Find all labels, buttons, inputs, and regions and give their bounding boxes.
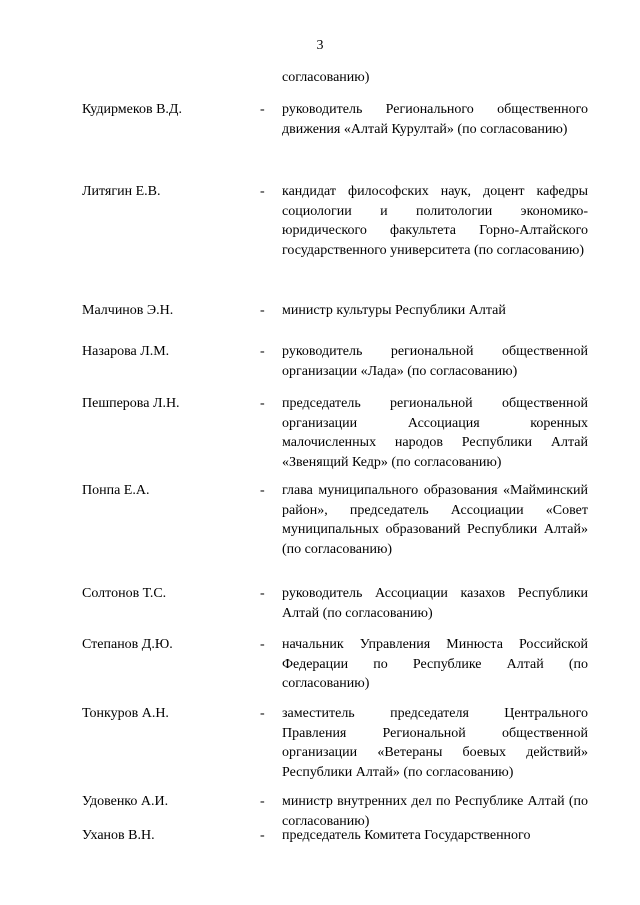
member-name: Тонкуров А.Н. bbox=[82, 706, 169, 721]
dash-separator: - bbox=[260, 344, 265, 359]
member-position: кандидат философских наук, доцент кафедры социологии и политологии экономико-юридического факультета Горно-Алтайского государственного университета (по согласованию) bbox=[282, 184, 588, 258]
member-position: руководитель региональной общественной организации «Лада» (по согласованию) bbox=[282, 344, 588, 379]
member-name: Солтонов Т.С. bbox=[82, 586, 167, 601]
member-position: министр внутренних дел по Республике Алтай (по согласованию) bbox=[282, 794, 588, 829]
member-position: председатель региональной общественной организации Ассоциация коренных малочисленных народов Республики Алтай «Звенящий Кедр» (по согласованию) bbox=[282, 396, 588, 470]
dash-separator: - bbox=[260, 794, 265, 809]
dash-separator: - bbox=[260, 586, 265, 601]
dash-separator: - bbox=[260, 184, 265, 199]
dash-separator: - bbox=[260, 706, 265, 721]
member-name: Назарова Л.М. bbox=[82, 344, 170, 359]
member-position: министр культуры Республики Алтай bbox=[282, 303, 506, 318]
member-position: заместитель председателя Центрального Правления Региональной общественной организации «Ветераны боевых действий» Республики Алтай» (по согласованию) bbox=[282, 706, 588, 780]
member-name: Понпа Е.А. bbox=[82, 483, 150, 498]
member-name: Малчинов Э.Н. bbox=[82, 303, 174, 318]
member-position: руководитель Регионального общественного движения «Алтай Курултай» (по согласованию) bbox=[282, 102, 588, 137]
member-name: Кудирмеков В.Д. bbox=[82, 102, 182, 117]
member-position: председатель Комитета Государственного bbox=[282, 828, 531, 843]
dash-separator: - bbox=[260, 828, 265, 843]
member-position: начальник Управления Минюста Российской Федерации по Республике Алтай (по согласованию) bbox=[282, 637, 588, 691]
member-name: Пешперова Л.Н. bbox=[82, 396, 180, 411]
dash-separator: - bbox=[260, 483, 265, 498]
dash-separator: - bbox=[260, 303, 265, 318]
page-number: 3 bbox=[316, 38, 324, 53]
member-name: Удовенко А.И. bbox=[82, 794, 169, 809]
member-name: Степанов Д.Ю. bbox=[82, 637, 173, 652]
dash-separator: - bbox=[260, 102, 265, 117]
dash-separator: - bbox=[260, 396, 265, 411]
member-name: Литягин Е.В. bbox=[82, 184, 161, 199]
carryover-text: согласованию) bbox=[282, 70, 370, 85]
member-position: глава муниципального образования «Майминский район», председатель Ассоциации «Совет муниципальных образований Республики Алтай» (по согласованию) bbox=[282, 483, 588, 557]
member-name: Уханов В.Н. bbox=[82, 828, 155, 843]
dash-separator: - bbox=[260, 637, 265, 652]
member-position: руководитель Ассоциации казахов Республики Алтай (по согласованию) bbox=[282, 586, 588, 621]
